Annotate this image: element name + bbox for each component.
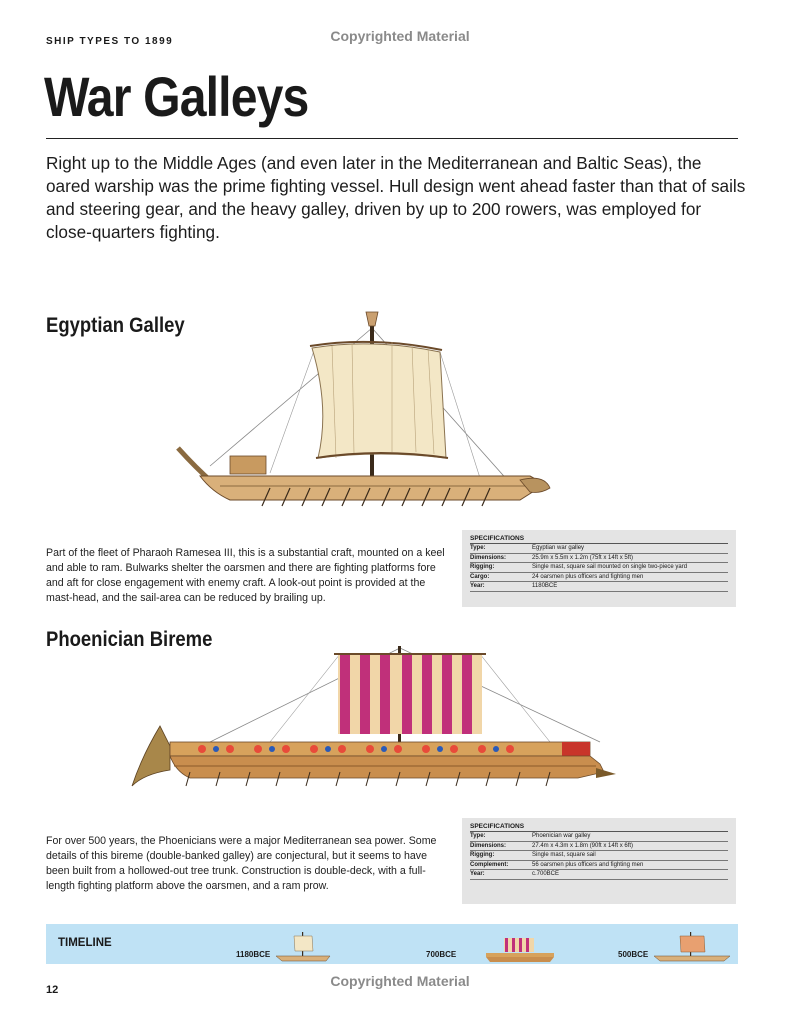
phoenician-bireme-description: For over 500 years, the Phoenicians were a major Mediterranean sea power. Some details of this bireme (double-banked galley) are conjectural, but it seems to have been built from a hollowed-out tree trunk. Construction is double-deck, with a full-length fighting platform above the oarsmen, and a ram prow. bbox=[46, 835, 437, 892]
spec-value: 25.9m x 5.5m x 1.2m (75ft x 14ft x 5ft) bbox=[532, 554, 634, 561]
spec-title: SPECIFICATIONS bbox=[470, 535, 728, 544]
spec-key: Complement: bbox=[470, 861, 509, 868]
spec-row bbox=[470, 582, 728, 592]
spec-value: Single mast, square sail mounted on single two-piece yard bbox=[532, 564, 688, 571]
timeline-date: 1180BCE bbox=[236, 950, 271, 959]
egyptian-galley-heading: Egyptian Galley bbox=[46, 314, 185, 337]
phoenician-bireme-heading: Phoenician Bireme bbox=[46, 628, 213, 651]
page-title: War Galleys bbox=[44, 65, 309, 128]
spec-key: Cargo: bbox=[470, 573, 490, 580]
spec-value: 1180BCE bbox=[532, 583, 558, 590]
egyptian-galley-description: Part of the fleet of Pharaoh Ramesea III, this is a substantial craft, mounted on a keel and able to ram. Bulwarks shelter the oarsmen and there are fighting platforms fore and aft for close engagement with enemy craft. A look-out point is provided at the mast-head, and the sail-area can be reduced by brailing up. bbox=[46, 547, 445, 604]
spec-row bbox=[470, 870, 728, 880]
spec-value: Single mast, square sail bbox=[532, 852, 596, 859]
spec-row bbox=[470, 842, 728, 852]
timeline-label: TIMELINE bbox=[58, 937, 112, 949]
timeline-date: 700BCE bbox=[426, 950, 457, 959]
spec-row bbox=[470, 861, 728, 871]
timeline-bar bbox=[46, 924, 738, 964]
watermark-top: Copyrighted Material bbox=[330, 28, 470, 44]
spec-row bbox=[470, 573, 728, 583]
title-divider bbox=[46, 138, 738, 139]
spec-key: Type: bbox=[470, 833, 486, 839]
egyptian-galley-illustration bbox=[170, 308, 560, 514]
spec-value: 56 oarsmen plus officers and fighting men bbox=[532, 861, 644, 868]
watermark-bottom: Copyrighted Material bbox=[330, 973, 470, 989]
section-label: SHIP TYPES TO 1899 bbox=[46, 36, 174, 47]
timeline-galley-thumbnail bbox=[650, 924, 736, 964]
egyptian-galley-specs bbox=[462, 530, 736, 607]
spec-row bbox=[470, 832, 728, 842]
spec-row bbox=[470, 554, 728, 564]
spec-key: Rigging: bbox=[470, 852, 495, 859]
spec-key: Dimensions: bbox=[470, 842, 507, 849]
spec-key: Type: bbox=[470, 545, 486, 551]
page-number: 12 bbox=[46, 984, 59, 996]
spec-key: Year: bbox=[470, 583, 485, 590]
phoenician-bireme-specs bbox=[462, 818, 736, 904]
spec-value: Phoenician war galley bbox=[532, 833, 591, 839]
spec-row bbox=[470, 563, 728, 573]
spec-key: Dimensions: bbox=[470, 554, 507, 561]
spec-key: Rigging: bbox=[470, 564, 495, 571]
timeline-egyptian-galley-thumbnail bbox=[272, 924, 336, 964]
spec-row bbox=[470, 851, 728, 861]
spec-value: c.700BCE bbox=[532, 871, 560, 878]
intro-paragraph: Right up to the Middle Ages (and even later in the Mediterranean and Baltic Seas), the oared warship was the prime fighting vessel. Hull design went ahead faster than that of sails and steering gear, and the heavy galley, driven by up to 200 rowers, was employed for close-quarters fighting. bbox=[46, 153, 746, 242]
timeline-phoenician-bireme-thumbnail bbox=[480, 924, 560, 964]
spec-value: 24 oarsmen plus officers and fighting men bbox=[532, 573, 644, 580]
spec-key: Year: bbox=[470, 871, 485, 878]
spec-row bbox=[470, 544, 728, 554]
timeline-date: 500BCE bbox=[618, 950, 649, 959]
spec-value: 27.4m x 4.3m x 1.8m (90ft x 14ft x 6ft) bbox=[532, 842, 634, 849]
spec-value: Egyptian war galley bbox=[532, 545, 585, 551]
phoenician-bireme-illustration bbox=[130, 646, 616, 790]
spec-title: SPECIFICATIONS bbox=[470, 823, 728, 832]
